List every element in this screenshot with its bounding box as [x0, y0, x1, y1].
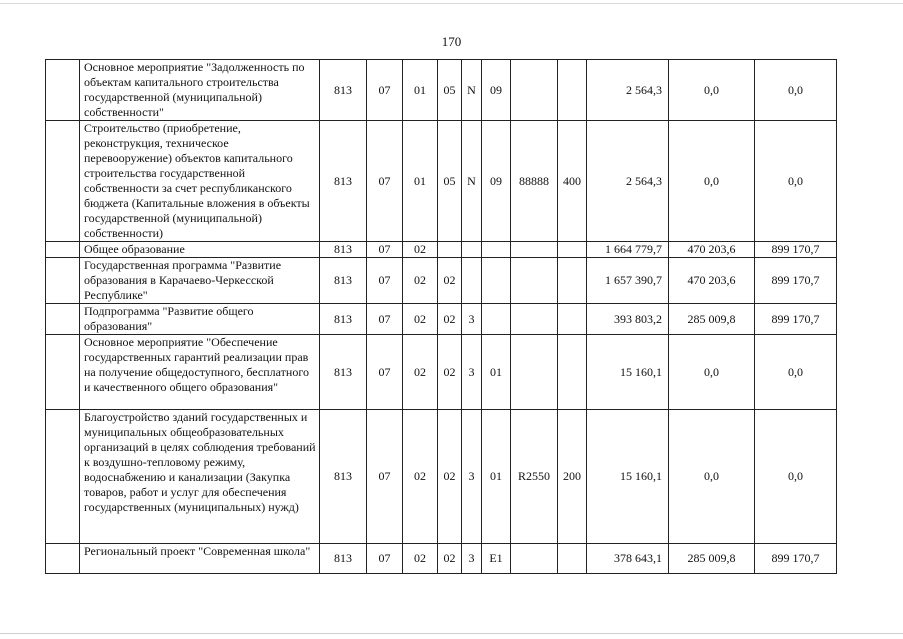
program-code-cell: 05 — [438, 121, 462, 242]
expense-type-cell — [558, 242, 587, 258]
section-cell: 07 — [367, 544, 403, 574]
activity-code-cell: 09 — [482, 121, 511, 242]
expense-type-cell — [558, 60, 587, 121]
section-cell: 07 — [367, 304, 403, 335]
direction-code-cell — [511, 335, 558, 410]
expense-type-cell: 200 — [558, 410, 587, 544]
item-name-cell: Основное мероприятие "Обеспечение государственных гарантий реализации прав на получение общедоступного, бесплатного и качественного общего образования" — [80, 335, 320, 410]
number-cell — [46, 410, 80, 544]
amount-year-1-cell: 15 160,1 — [587, 335, 669, 410]
activity-code-cell: 09 — [482, 60, 511, 121]
amount-year-2-cell: 470 203,6 — [669, 258, 755, 304]
amount-year-1-cell: 2 564,3 — [587, 121, 669, 242]
direction-code-cell: 88888 — [511, 121, 558, 242]
direction-code-cell — [511, 242, 558, 258]
ministry-code-cell: 813 — [320, 60, 367, 121]
table-row — [46, 335, 837, 410]
activity-code-cell: E1 — [482, 544, 511, 574]
amount-year-3-cell: 899 170,7 — [755, 258, 837, 304]
program-code-cell — [438, 242, 462, 258]
section-cell: 07 — [367, 60, 403, 121]
program-code-cell: 02 — [438, 304, 462, 335]
number-cell — [46, 544, 80, 574]
activity-code-cell: 01 — [482, 410, 511, 544]
expense-type-cell: 400 — [558, 121, 587, 242]
amount-year-2-cell: 470 203,6 — [669, 242, 755, 258]
amount-year-2-cell: 285 009,8 — [669, 304, 755, 335]
budget-table — [45, 59, 837, 574]
amount-year-2-cell: 0,0 — [669, 121, 755, 242]
program-code-cell: 05 — [438, 60, 462, 121]
item-name-cell: Региональный проект "Современная школа" — [80, 544, 320, 574]
ministry-code-cell: 813 — [320, 410, 367, 544]
item-name-cell: Общее образование — [80, 242, 320, 258]
direction-code-cell — [511, 544, 558, 574]
number-cell — [46, 258, 80, 304]
number-cell — [46, 304, 80, 335]
page-number: 170 — [441, 34, 462, 49]
subsection-cell: 02 — [403, 258, 438, 304]
ministry-code-cell: 813 — [320, 335, 367, 410]
subprogram-code-cell: 3 — [462, 410, 482, 544]
expense-type-cell — [558, 335, 587, 410]
number-cell — [46, 121, 80, 242]
ministry-code-cell: 813 — [320, 242, 367, 258]
table-row — [46, 304, 837, 335]
table-row — [46, 258, 837, 304]
subprogram-code-cell — [462, 258, 482, 304]
ministry-code-cell: 813 — [320, 258, 367, 304]
item-name-cell: Подпрограмма "Развитие общего образования" — [80, 304, 320, 335]
amount-year-3-cell: 0,0 — [755, 121, 837, 242]
item-name-cell: Государственная программа "Развитие образования в Карачаево-Черкесской Республике" — [80, 258, 320, 304]
amount-year-1-cell: 2 564,3 — [587, 60, 669, 121]
subsection-cell: 02 — [403, 242, 438, 258]
section-cell: 07 — [367, 121, 403, 242]
table-row — [46, 60, 837, 121]
subsection-cell: 01 — [403, 60, 438, 121]
table-row — [46, 242, 837, 258]
scan-edge-bottom — [0, 633, 903, 634]
amount-year-3-cell: 0,0 — [755, 335, 837, 410]
subsection-cell: 02 — [403, 410, 438, 544]
item-name-cell: Благоустройство зданий государственных и муниципальных общеобразовательных организаций в целях соблюдения требований к воздушно-тепловому режиму, водоснабжению и канализации (Закупка товаров, работ и услуг для обеспечения государственных (муниципальных) нужд) — [80, 410, 320, 544]
amount-year-1-cell: 15 160,1 — [587, 410, 669, 544]
amount-year-3-cell: 0,0 — [755, 410, 837, 544]
program-code-cell: 02 — [438, 335, 462, 410]
program-code-cell: 02 — [438, 410, 462, 544]
amount-year-2-cell: 0,0 — [669, 60, 755, 121]
amount-year-2-cell: 0,0 — [669, 335, 755, 410]
amount-year-3-cell: 899 170,7 — [755, 544, 837, 574]
table-row — [46, 544, 837, 574]
amount-year-3-cell: 0,0 — [755, 60, 837, 121]
scan-edge-top — [0, 3, 903, 4]
ministry-code-cell: 813 — [320, 304, 367, 335]
amount-year-3-cell: 899 170,7 — [755, 304, 837, 335]
subprogram-code-cell: 3 — [462, 335, 482, 410]
ministry-code-cell: 813 — [320, 544, 367, 574]
section-cell: 07 — [367, 258, 403, 304]
subprogram-code-cell: 3 — [462, 304, 482, 335]
expense-type-cell — [558, 304, 587, 335]
item-name-cell: Строительство (приобретение, реконструкция, техническое перевооружение) объектов капитального строительства государственной собственности за счет республиканского бюджета (Капитальные вложения в объекты государственной (муниципальной) собственности) — [80, 121, 320, 242]
amount-year-2-cell: 285 009,8 — [669, 544, 755, 574]
number-cell — [46, 335, 80, 410]
amount-year-2-cell: 0,0 — [669, 410, 755, 544]
direction-code-cell — [511, 258, 558, 304]
subsection-cell: 02 — [403, 335, 438, 410]
activity-code-cell: 01 — [482, 335, 511, 410]
amount-year-3-cell: 899 170,7 — [755, 242, 837, 258]
section-cell: 07 — [367, 335, 403, 410]
activity-code-cell — [482, 258, 511, 304]
subprogram-code-cell — [462, 242, 482, 258]
section-cell: 07 — [367, 410, 403, 544]
activity-code-cell — [482, 242, 511, 258]
program-code-cell: 02 — [438, 544, 462, 574]
direction-code-cell: R2550 — [511, 410, 558, 544]
number-cell — [46, 242, 80, 258]
direction-code-cell — [511, 60, 558, 121]
program-code-cell: 02 — [438, 258, 462, 304]
activity-code-cell — [482, 304, 511, 335]
direction-code-cell — [511, 304, 558, 335]
table-row — [46, 121, 837, 242]
ministry-code-cell: 813 — [320, 121, 367, 242]
subprogram-code-cell: N — [462, 60, 482, 121]
section-cell: 07 — [367, 242, 403, 258]
expense-type-cell — [558, 258, 587, 304]
subprogram-code-cell: N — [462, 121, 482, 242]
amount-year-1-cell: 393 803,2 — [587, 304, 669, 335]
amount-year-1-cell: 1 664 779,7 — [587, 242, 669, 258]
amount-year-1-cell: 378 643,1 — [587, 544, 669, 574]
item-name-cell: Основное мероприятие "Задолженность по объектам капитального строительства государственной (муниципальной) собственности" — [80, 60, 320, 121]
number-cell — [46, 60, 80, 121]
subsection-cell: 02 — [403, 304, 438, 335]
amount-year-1-cell: 1 657 390,7 — [587, 258, 669, 304]
subsection-cell: 02 — [403, 544, 438, 574]
subsection-cell: 01 — [403, 121, 438, 242]
subprogram-code-cell: 3 — [462, 544, 482, 574]
expense-type-cell — [558, 544, 587, 574]
table-row — [46, 410, 837, 544]
